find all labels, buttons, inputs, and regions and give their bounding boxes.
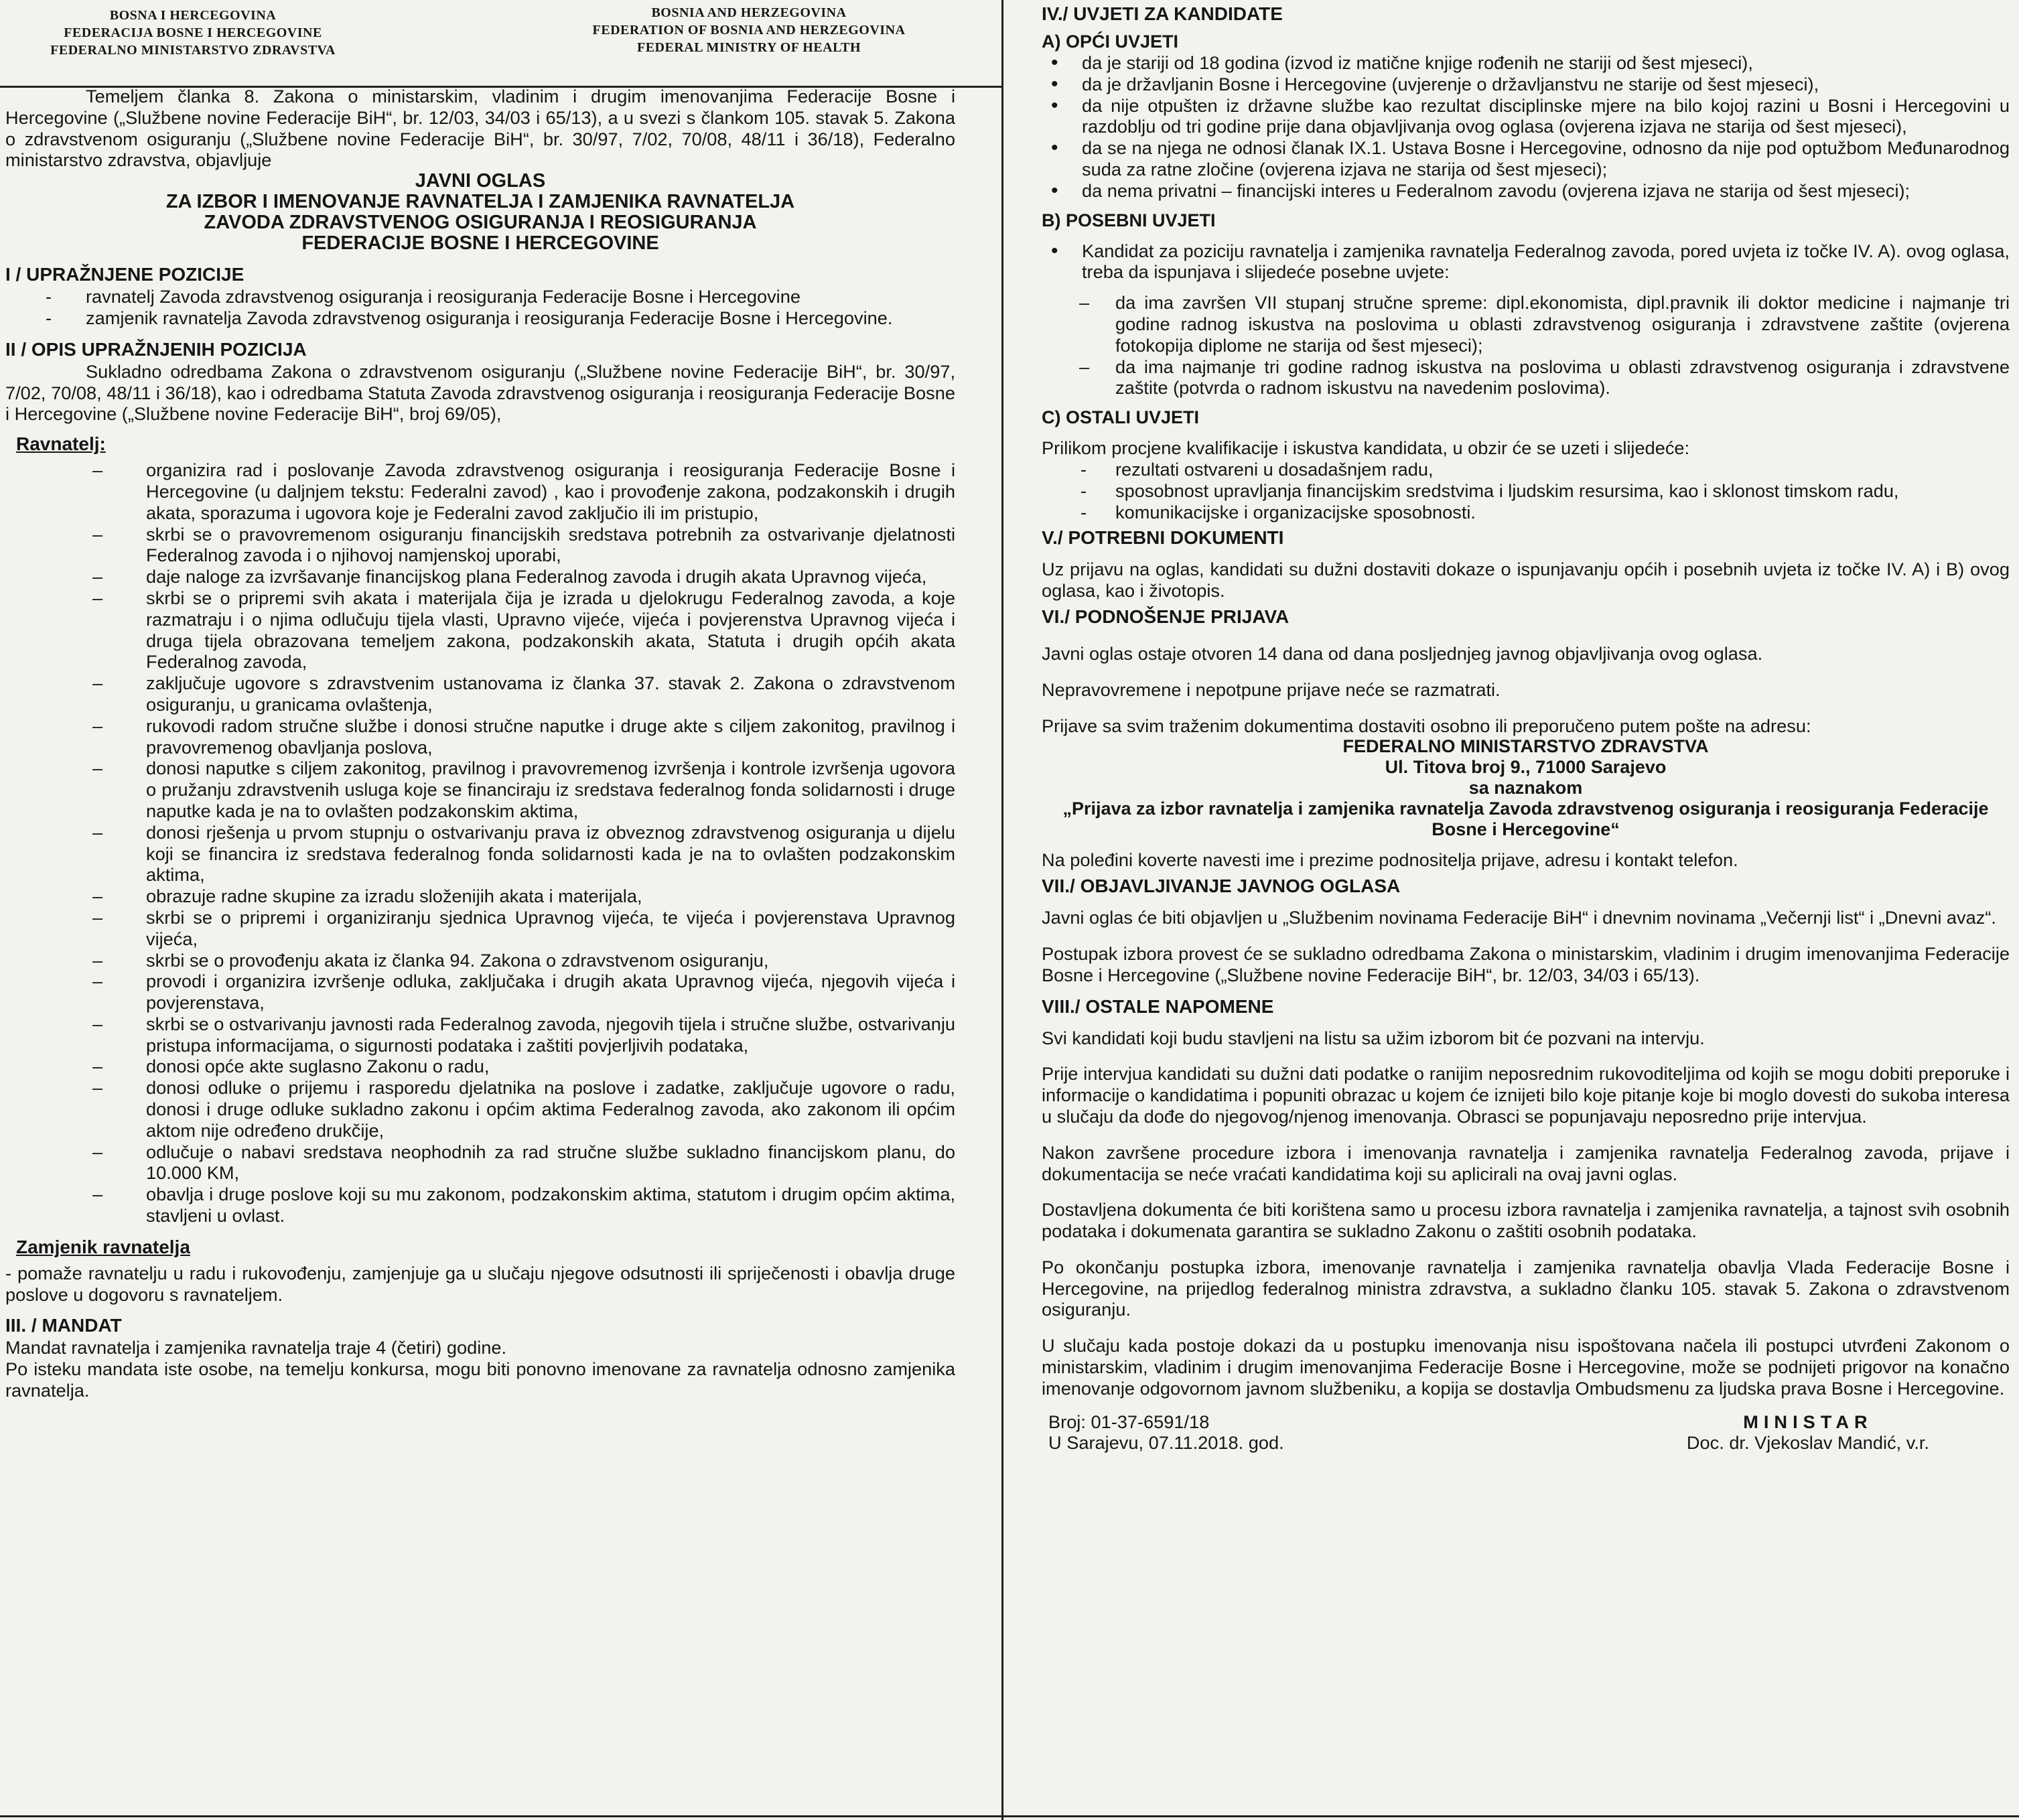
list-item: – skrbi se o pravovremenom osiguranju financijskih sredstava potrebnih za ostvarivanje djelatnosti Federalnog zavoda i o njihovoj namjenskoj uporabi, [5, 524, 955, 567]
masthead [5, 3, 955, 86]
subsection-heading: Zamjenik ravnatelja [16, 1236, 190, 1257]
list-item: – obavlja i druge poslove koji su mu zakonom, podzakonskim aktima, statutom i drugim općim aktima, stavljeni u ovlast. [5, 1184, 955, 1227]
subsection-heading: Ravnatelj: [16, 433, 106, 455]
list-item: – daje naloge za izvršavanje financijskog plana Federalnog zavoda i drugih akata Upravnog vijeća, [5, 566, 955, 587]
section-heading: IV./ UVJETI ZA KANDIDATE [1042, 3, 1283, 24]
list-item: – donosi rješenja u prvom stupnju o ostvarivanju prava iz obveznog zdravstvenog osiguranja u dijelu koji se financira iz sredstava federalnog fonda solidarnosti kada je na to ovlašten podzakonskim aktima, [5, 822, 955, 886]
paragraph: Javni oglas će biti objavljen u „Službenim novinama Federacije BiH“ i dnevnim novinama „Večernji list“ i „Dnevni avaz“. [1042, 907, 1996, 928]
list-item: – donosi opće akte suglasno Zakonu o radu, [5, 1056, 955, 1077]
signatory [1687, 1411, 2010, 1454]
reference-number: Broj: 01-37-6591/18 [1048, 1411, 1210, 1432]
list-item: - zamjenik ravnatelja Zavoda zdravstvenog osiguranja i reosiguranja Federacije Bosne i Hercegovine. [5, 307, 955, 329]
general-conditions-list [1042, 52, 2010, 202]
special-conditions-intro [1042, 240, 2010, 283]
address-block [1042, 736, 2010, 840]
right-column [1028, 0, 2010, 1820]
place-date: U Sarajevu, 07.11.2018. god. [1048, 1432, 1284, 1454]
column-divider [1001, 0, 1003, 1820]
subsection-heading: C) OSTALI UVJETI [1042, 407, 1200, 428]
subsection-heading: A) OPĆI UVJETI [1042, 31, 1179, 52]
masthead-line: FEDERATION OF BOSNIA AND HERZEGOVINA [592, 23, 906, 38]
title-line: ZAVODA ZDRAVSTVENOG OSIGURANJA I REOSIGURANJA [204, 212, 757, 234]
director-duties-list [5, 460, 955, 1227]
list-item: • da nije otpušten iz državne službe kao rezultat disciplinske mjere na bilo kojoj razini u Bosni i Hercegovini u razdoblju od tri godine prije dana objavljivanja ovog oglasa (ovjerena izjava ne starija od šest mjeseci), [1042, 95, 2010, 138]
paragraph: Svi kandidati koji budu stavljeni na listu sa užim izborom bit će pozvani na intervju. [1042, 1027, 1705, 1048]
subsection-heading: B) POSEBNI UVJETI [1042, 210, 1216, 230]
list-item: • da nema privatni – financijski interes u Federalnom zavodu (ovjerena izjava ne starija od šest mjeseci); [1042, 180, 2010, 202]
title-line: FEDERACIJE BOSNE I HERCEGOVINE [301, 232, 659, 255]
section-heading: I / UPRAŽNJENE POZICIJE [5, 264, 245, 285]
paragraph: - pomaže ravnatelju u radu i rukovođenju, zamjenjuje ga u slučaju njegove odsutnosti ili spriječenosti i obavlja druge poslove u dogovoru s ravnateljem. [5, 1262, 955, 1305]
list-item: - rezultati ostvareni u dosadašnjem radu, [1042, 459, 2010, 480]
list-item: – provodi i organizira izvršenje odluka, zaključaka i drugih akata Upravnog vijeća, njegovih vijeća i povjerenstava, [5, 971, 955, 1013]
paragraph: U slučaju kada postoje dokazi da u postupku imenovanja nisu ispoštovana načela ili postupci utvrđeni Zakonom o ministarskim, vladinim i drugim imenovanjima Federacije Bosne i Hercegovine, može se podnijeti prigovor na konačno imenovanje odgovornom javnom službeniku, a kopija se dostavlja Ombudsmenu za ljudska prava Bosne i Hercegovine. [1042, 1335, 2010, 1399]
list-item: – donosi odluke o prijemu i rasporedu djelatnika na poslove i zadatke, zaključuje ugovore o radu, donosi i druge odluke sukladno zakonu i općim aktima Federalnog zavoda, ako zakonom ili općim aktom nije određeno drukčije, [5, 1077, 955, 1141]
list-item: – skrbi se o ostvarivanju javnosti rada Federalnog zavoda, njegovih tijela i stručne službe, ostvarivanju pristupa informacijama, o sigurnosti podataka i zaštiti povjerljivih podataka, [5, 1013, 955, 1056]
list-item: • da je državljanin Bosne i Hercegovine (uvjerenje o državljanstvu ne starije od šest mjeseci), [1042, 74, 2010, 95]
list-item: • da je stariji od 18 godina (izvod iz matične knjige rođenih ne stariji od šest mjeseci), [1042, 52, 2010, 74]
list-item: – odlučuje o nabavi sredstava neophodnih za rad stručne službe sukladno financijskom planu, do 10.000 KM, [5, 1141, 955, 1184]
paragraph: Nepravovremene i nepotpune prijave neće se razmatrati. [1042, 679, 1501, 700]
address-line: FEDERALNO MINISTARSTVO ZDRAVSTVA [1342, 736, 1709, 757]
left-column [0, 0, 983, 1820]
signatory-title: MINISTAR [1743, 1411, 1873, 1432]
positions-list [5, 286, 955, 329]
list-item: – zaključuje ugovore s zdravstvenim ustanovama iz članka 37. stavak 2. Zakona o zdravstvenom osiguranju, u granicama ovlaštenja, [5, 673, 955, 715]
special-conditions-list [1042, 292, 2010, 399]
address-line: „Prijava za izbor ravnatelja i zamjenika ravnatelja Zavoda zdravstvenog osiguranja i reosiguranja Federacije Bosne i Hercegovine“ [1062, 798, 1989, 840]
masthead-local [5, 3, 380, 86]
section-heading: V./ POTREBNI DOKUMENTI [1042, 527, 1284, 549]
notice-title [5, 171, 955, 254]
paragraph: Postupak izbora provest će se sukladno odredbama Zakona o ministarskim, vladinim i drugim imenovanjima Federacije Bosne i Hercegovine („Službene novine Federacije BiH“, br. 12/03, 34/03 i 65/13). [1042, 942, 2010, 985]
masthead-line: FEDERAL MINISTRY OF HEALTH [636, 40, 861, 55]
paragraph: Na poleđini koverte navesti ime i prezime podnositelja prijave, adresu i kontakt telefon. [1042, 849, 1738, 871]
list-item: – rukovodi radom stručne službe i donosi stručne naputke i druge akte s ciljem zakonitog, pravilnog i pravovremenog obavljanja poslova, [5, 715, 955, 758]
section-heading: VII./ OBJAVLJIVANJE JAVNOG OGLASA [1042, 876, 1401, 897]
intro-paragraph: Temeljem članka 8. Zakona o ministarskim, vladinim i drugim imenovanjima Federacije Bosne i Hercegovine („Službene novine Federacije BiH“, br. 12/03, 34/03 i 65/13), a u svezi s člankom 105. stavak 5. Zakona o zdravstvenom osiguranju („Službene novine Federacije BiH“, br. 30/97, 7/02, 70/08, 48/11 i 36/18), Federalno ministarstvo zdravstva, objavljuje [5, 86, 955, 171]
paragraph: Po isteku mandata iste osobe, na temelju konkursa, mogu biti ponovno imenovane za ravnatelja odnosno zamjenika ravnatelja. [5, 1358, 955, 1401]
list-item: • da se na njega ne odnosi članak IX.1. Ustava Bosne i Hercegovine, odnosno da nije pod optužbom Međunarodnog suda za ratne zločine (ovjerena izjava ne starija od šest mjeseci); [1042, 137, 2010, 180]
title-line: ZA IZBOR I IMENOVANJE RAVNATELJA I ZAMJENIKA RAVNATELJA [165, 191, 795, 213]
paragraph: Prije intervjua kandidati su dužni dati podatke o ranijim neposrednim rukovoditeljima od kojih se mogu dobiti preporuke i informacije o kandidatima i popuniti obrazac u kojem će iznijeti bilo koje pitanje koje bi moglo dovesti do sukoba interesa u slučaju da dođe do njegovog/njenog imenovanja. Obrasci se popunjavaju neposredno prije intervjua. [1042, 1063, 2010, 1127]
paragraph: Nakon završene procedure izbora i imenovanja ravnatelja i zamjenika ravnatelja Federalnog zavoda, prijave i dokumentacija se neće vraćati kandidatima koji su aplicirali na ovaj javni oglas. [1042, 1141, 2010, 1184]
list-item: – skrbi se o provođenju akata iz članka 94. Zakona o zdravstvenom osiguranju, [5, 950, 955, 971]
paragraph: Mandat ravnatelja i zamjenika ravnatelja traje 4 (četiri) godine. [5, 1337, 507, 1358]
list-item: - komunikacijske i organizacijske sposobnosti. [1042, 502, 2010, 523]
paragraph: Uz prijavu na oglas, kandidati su dužni dostaviti dokaze o ispunjavanju općih i posebnih uvjeta iz točke IV. A) i B) ovog oglasa, kao i životopis. [1042, 559, 2010, 602]
section-heading: VI./ PODNOŠENJE PRIJAVA [1042, 606, 1290, 627]
section-heading: II / OPIS UPRAŽNJENIH POZICIJA [5, 338, 307, 360]
signature-block [1042, 1411, 2010, 1454]
title-line: JAVNI OGLAS [415, 170, 546, 192]
reference-block [1042, 1411, 1284, 1454]
masthead-line: BOSNIA AND HERZEGOVINA [651, 5, 847, 20]
masthead-english [561, 3, 936, 86]
paragraph: Prilikom procjene kvalifikacije i iskustva kandidata, u obzir će se uzeti i slijedeće: [1042, 437, 1690, 459]
paragraph: Po okončanju postupka izbora, imenovanje ravnatelja i zamjenika ravnatelja obavlja Vlada Federacije Bosne i Hercegovine, na prijedlog federalnog ministra zdravstva, a sukladno članku 105. stavak 5. Zakona o zdravstvenom osiguranju. [1042, 1256, 2010, 1320]
list-item: – obrazuje radne skupine za izradu složenijih akata i materijala, [5, 886, 955, 907]
address-line: Ul. Titova broj 9., 71000 Sarajevo [1385, 757, 1667, 778]
masthead-line: BOSNA I HERCEGOVINA [109, 8, 277, 23]
list-item: – skrbi se o pripremi i organiziranju sjednica Upravnog vijeća, te vijeća i povjerenstava Upravnog vijeća, [5, 907, 955, 950]
list-item: - sposobnost upravljanja financijskim sredstvima i ljudskim resursima, kao i sklonost timskom radu, [1042, 480, 2010, 502]
paragraph: Dostavljena dokumenta će biti korištena samo u procesu izbora ravnatelja i zamjenika ravnatelja, a tajnost svih osobnih podataka i dokumenata garantira se sukladno Zakonu o zaštiti osobnih podataka. [1042, 1199, 2010, 1242]
list-item: – da ima najmanje tri godine radnog iskustva na poslovima u oblasti zdravstvenog osiguranja i zdravstvene zaštite (potvrda o radnom iskustvu na navedenim poslovima). [1042, 356, 2010, 399]
list-item: – donosi naputke s ciljem zakonitog, pravilnog i pravovremenog izvršenja i kontrole izvršenja ugovora o pružanju zdravstvenih usluga koje se financiraju iz sredstava federalnog fonda solidarnosti i druge naputke kada je na to ovlašten podzakonskim aktima, [5, 758, 955, 821]
paragraph: Javni oglas ostaje otvoren 14 dana od dana posljednjeg javnog objavljivanja ovog oglasa. [1042, 642, 1763, 664]
masthead-line: FEDERALNO MINISTARSTVO ZDRAVSTVA [50, 43, 336, 58]
list-item: • Kandidat za poziciju ravnatelja i zamjenika ravnatelja Federalnog zavoda, pored uvjeta iz točke IV. A). ovog oglasa, treba da ispunjava i slijedeće posebne uvjete: [1042, 240, 2010, 283]
list-item: - ravnatelj Zavoda zdravstvenog osiguranja i reosiguranja Federacije Bosne i Hercegovine [5, 286, 955, 307]
signatory-name: Doc. dr. Vjekoslav Mandić, v.r. [1686, 1432, 1929, 1454]
paragraph: Prijave sa svim traženim dokumentima dostaviti osobno ili preporučeno putem pošte na adresu: [1042, 715, 1811, 736]
list-item: – organizira rad i poslovanje Zavoda zdravstvenog osiguranja i reosiguranja Federacije Bosne i Hercegovine (u daljnjem tekstu: Federalni zavod) , kao i provođenje zakona, podzakonskih i drugih akata, sporazuma i ugovora koje je Federalni zavod zaključio ili im pristupio, [5, 460, 955, 523]
paragraph: Sukladno odredbama Zakona o zdravstvenom osiguranju („Službene novine Federacije BiH“, br. 30/97, 7/02, 70/08, 48/11 i 36/18), kao i odredbama Statuta Zavoda zdravstvenog osiguranja i reosiguranja Federacije Bosne i Hercegovine („Službene novine Federacije BiH“, broj 69/05), [5, 360, 955, 425]
address-line: sa naznakom [1468, 778, 1583, 798]
section-heading: VIII./ OSTALE NAPOMENE [1042, 995, 1274, 1017]
section-heading: III. / MANDAT [5, 1315, 122, 1336]
list-item: – skrbi se o pripremi svih akata i materijala čija je izrada u djelokrugu Federalnog zavoda, a koje razmatraju i o njima odlučuju tijela vlasti, Upravno vijeće, vijeća i povjerenstva Upravnog vijeća i druga tijela obrazovana temeljem zakona, podzakonskih akata, Statuta i drugih općih akata Federalnog zavoda, [5, 587, 955, 673]
masthead-line: FEDERACIJA BOSNE I HERCEGOVINE [64, 25, 322, 40]
other-conditions-list [1042, 459, 2010, 522]
list-item: – da ima završen VII stupanj stručne spreme: dipl.ekonomista, dipl.pravnik ili doktor medicine i najmanje tri godine radnog iskustva na poslovima u oblasti zdravstvenog osiguranja i zdravstvene zaštite (ovjerena fotokopija diplome ne starija od šest mjeseci); [1042, 292, 2010, 356]
